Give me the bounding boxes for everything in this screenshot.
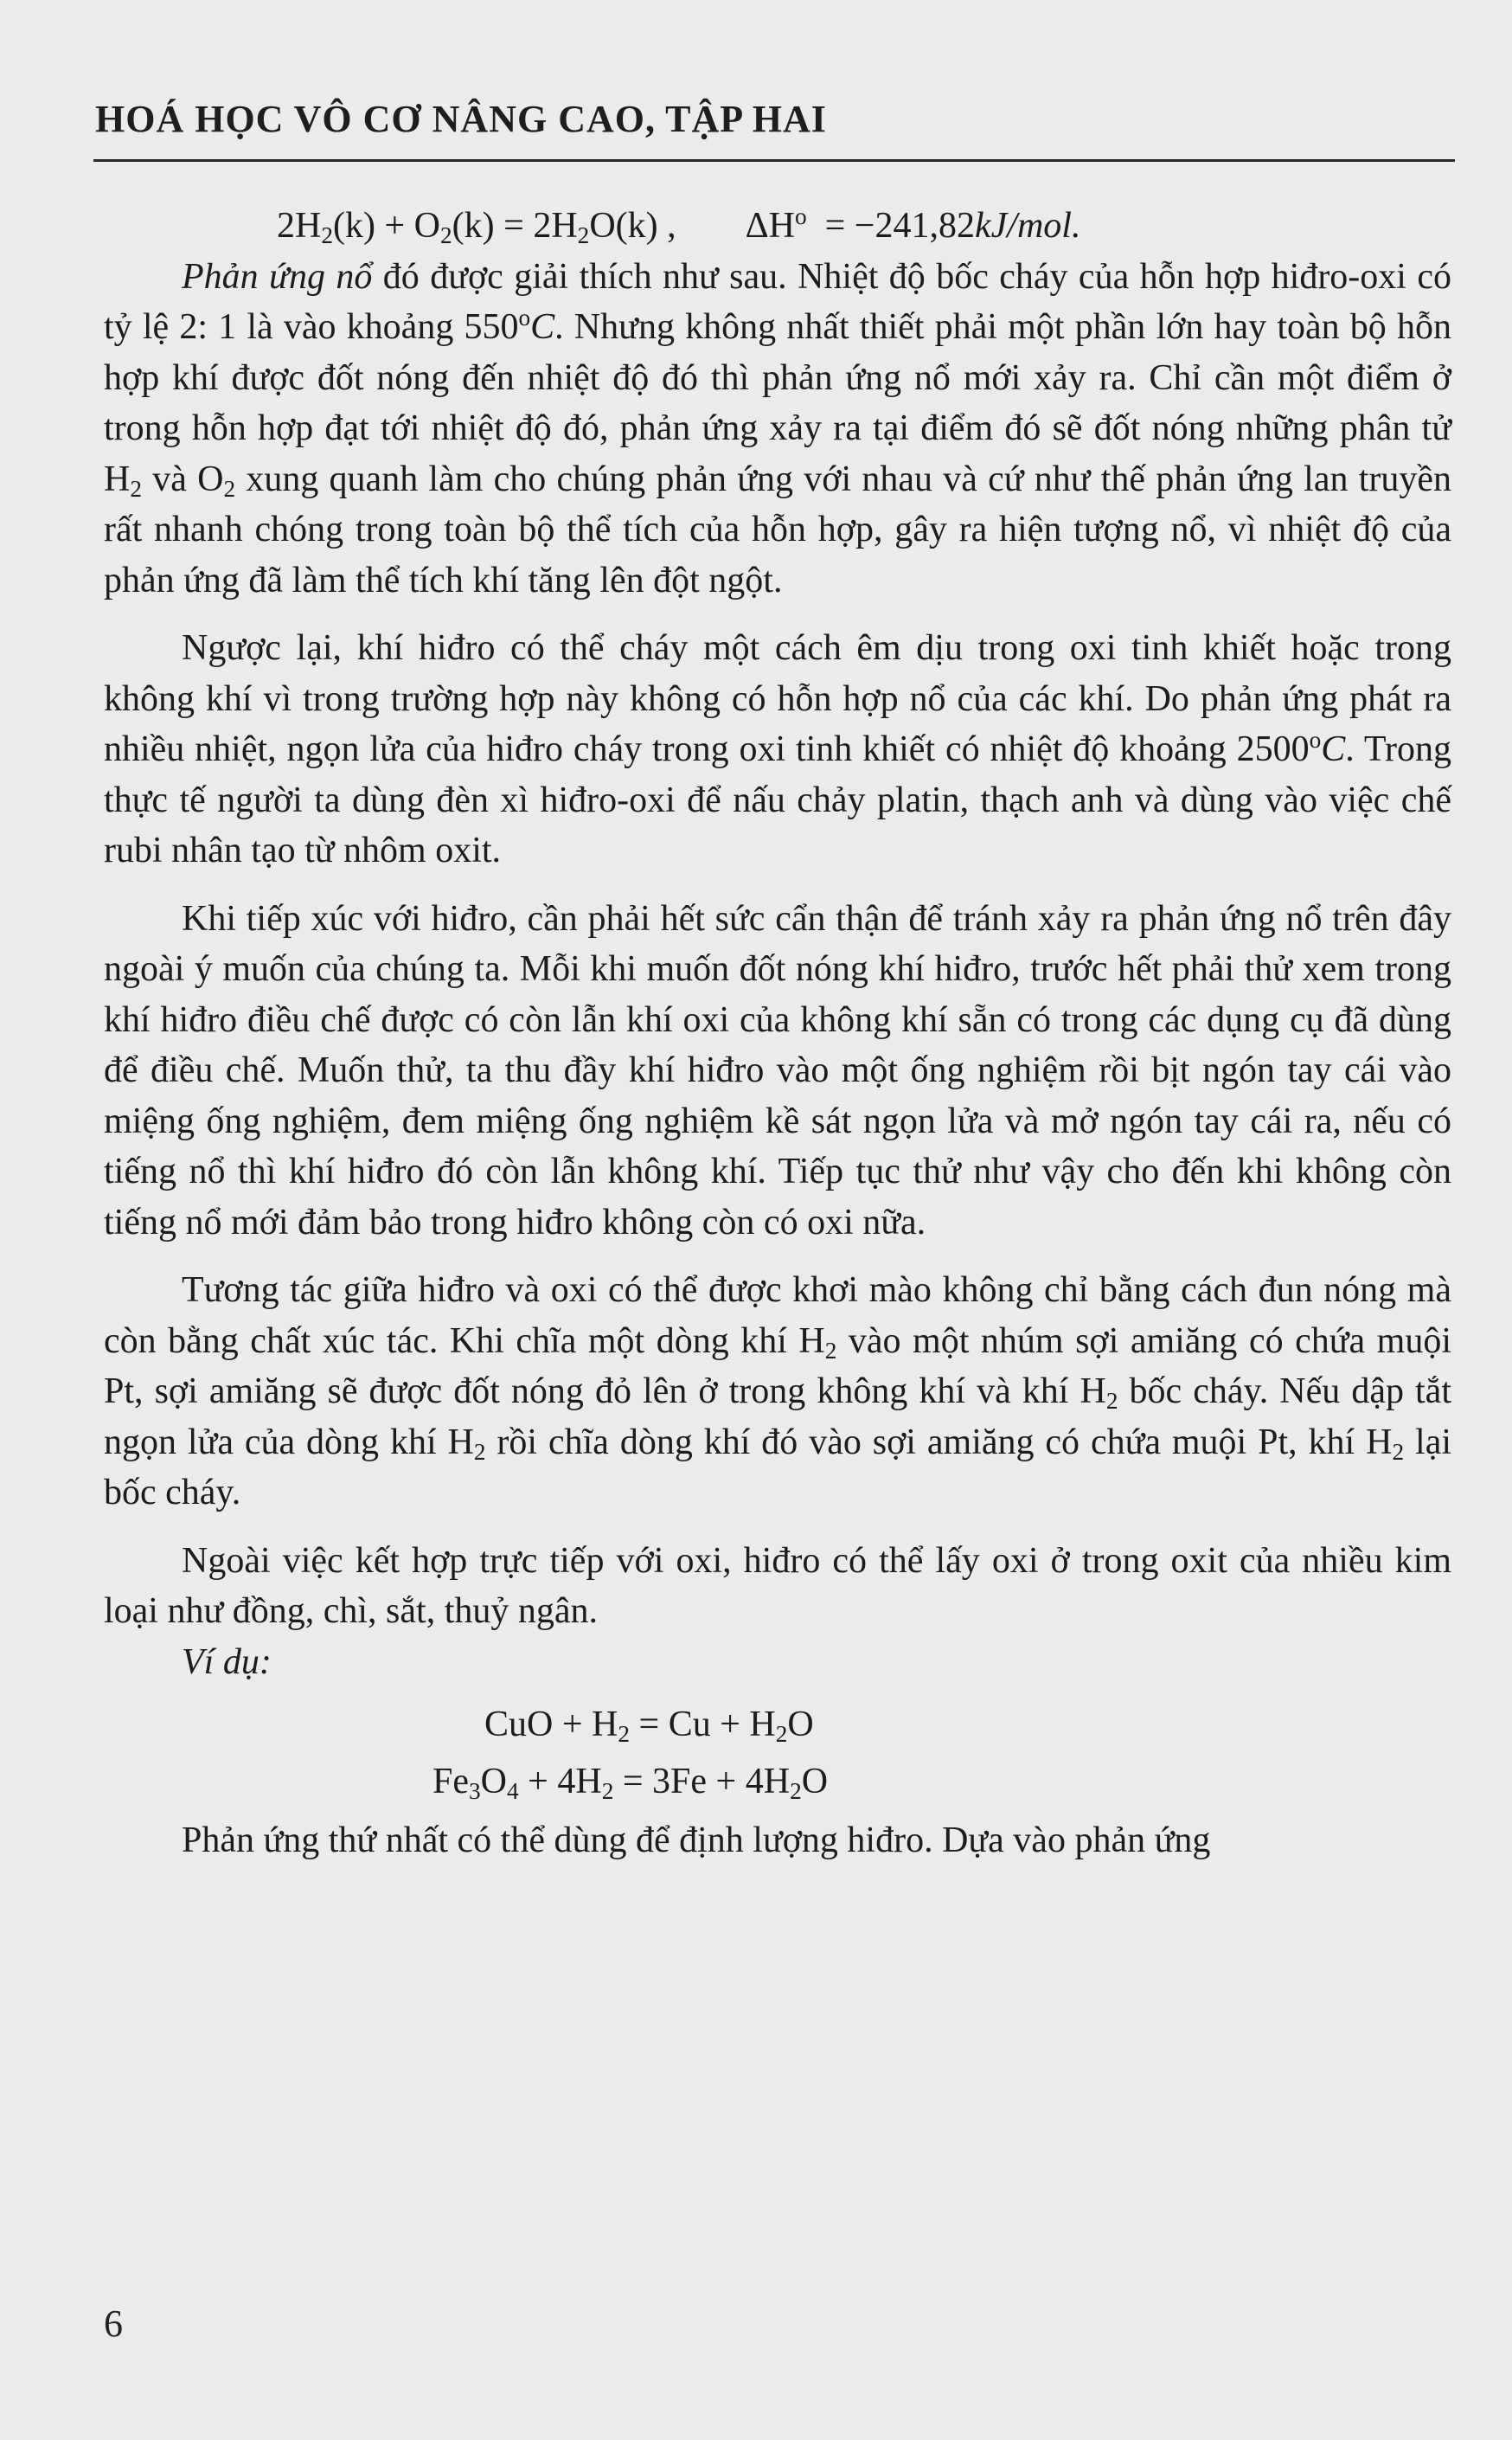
paragraph-text: Tương tác giữa hiđro và oxi có thể được khơi mào không chỉ bằng cách đun nóng mà còn bằng chất xúc tác. Khi chĩa một dòng khí H: [104, 1270, 1451, 1361]
paragraph-text: Ngược lại, khí hiđro có thể cháy một cách êm dịu trong oxi tinh khiết hoặc trong không khí vì trong trường hợp này không có hỗn hợp nổ của các khí. Do phản ứng phát ra nhiều nhiệt, ngọn lửa của hiđro cháy trong oxi tinh khiết có nhiệt độ khoảng 2500: [104, 628, 1451, 769]
paragraph-calm-burning: [104, 623, 1451, 876]
rxn-text: O: [801, 1762, 829, 1801]
running-header: HOÁ HỌC VÔ CƠ NÂNG CAO, TẬP HAI: [95, 98, 827, 140]
subscript: 2: [1105, 1387, 1118, 1414]
subscript: 2: [824, 1337, 837, 1364]
eq-text: 2H: [277, 206, 322, 246]
eq-subscript: 2: [440, 222, 452, 248]
subscript: 2: [1392, 1438, 1405, 1465]
subscript: 4: [507, 1777, 519, 1804]
enthalpy-unit: kJ/mol.: [975, 206, 1081, 246]
paragraph-quantification: Phản ứng thứ nhất có thể dùng để định lượng hiđro. Dựa vào phản ứng: [182, 1820, 1211, 1860]
degree-sup: o: [518, 305, 531, 331]
unit-italic: C: [530, 307, 555, 347]
eq-subscript: 2: [577, 222, 590, 248]
example-label: Ví dụ:: [182, 1641, 272, 1682]
paragraph-text: . Trong thực tế người ta dùng đèn xì hiđro-oxi để nấu chảy platin, thạch anh và dùng vào việc chế rubi nhân tạo từ nhôm oxit.: [104, 729, 1451, 870]
subscript: 2: [130, 475, 142, 502]
paragraph-explosion: [104, 252, 1451, 607]
rxn-text: O: [787, 1705, 814, 1744]
subscript: 2: [618, 1720, 631, 1747]
eq-subscript: 2: [321, 222, 333, 248]
eq-text: O(k) ,: [589, 206, 676, 246]
paragraph-safety-test: Khi tiếp xúc với hiđro, cần phải hết sức cẩn thận để tránh xảy ra phản ứng nổ trên đây ngoài ý muốn của chúng ta. Mỗi khi muốn đốt nóng khí hiđro, trước hết phải thử xem trong khí hiđro điều chế được có còn lẫn khí oxi của không khí sẵn có trong các dụng cụ đã dùng để điều chế. Muốn thử, ta thu đầy khí hiđro vào một ống nghiệm rồi bịt ngón tay cái vào miệng ống nghiệm, đem miệng ống nghiệm kề sát ngọn lửa và mở ngón tay cái ra, nếu có tiếng nổ thì khí hiđro đó còn lẫn không khí. Tiếp tục thử như vậy cho đến khi không còn tiếng nổ mới đảm bảo trong hiđro không còn có oxi nữa.: [104, 898, 1451, 1242]
rxn-text: Fe: [432, 1762, 469, 1801]
paragraph-text: đó được giải thích như sau. Nhiệt độ bốc cháy của hỗn hợp hiđro-oxi có tỷ lệ 2: 1 là vào khoảng 550: [104, 256, 1452, 347]
enthalpy-label: ΔH: [745, 206, 795, 246]
rxn-text: + 4H: [518, 1762, 602, 1801]
enthalpy-value: = −241,82: [824, 206, 975, 246]
page-body: [104, 201, 1451, 1866]
subscript: 2: [775, 1720, 788, 1747]
paragraph-text: rồi chĩa dòng khí đó vào sợi amiăng có chứa muội Pt, khí H: [485, 1422, 1393, 1462]
paragraph-text: bốc cháy. Nếu dập tắt ngọn lửa của dòng khí H: [104, 1371, 1451, 1462]
paragraph-text: lại bốc cháy.: [104, 1422, 1452, 1512]
paragraph-text: và O: [142, 459, 224, 499]
page-number: 6: [104, 2302, 123, 2345]
subscript: 2: [790, 1777, 802, 1804]
term-italic: Phản ứng nổ: [182, 256, 373, 297]
paragraph-metal-oxides: Ngoài việc kết hợp trực tiếp với oxi, hiđro có thể lấy oxi ở trong oxit của nhiều kim loại như đồng, chì, sắt, thuỷ ngân.: [104, 1540, 1451, 1631]
subscript: 3: [469, 1777, 481, 1804]
subscript: 2: [223, 475, 236, 502]
reaction-cuo: [104, 1696, 1451, 1753]
degree-sup: o: [1309, 727, 1322, 753]
header-rule: [93, 159, 1455, 162]
rxn-text: O: [480, 1762, 507, 1801]
eq-superscript: o: [794, 203, 807, 229]
eq-text: (k) = 2H: [452, 206, 578, 246]
unit-italic: C: [1321, 729, 1346, 769]
reaction-fe3o4: [104, 1753, 1451, 1810]
eq-text: (k) + O: [333, 206, 440, 246]
rxn-text: CuO + H: [484, 1705, 618, 1744]
paragraph-catalyst: [104, 1265, 1451, 1519]
subscript: 2: [601, 1777, 614, 1804]
subscript: 2: [473, 1438, 486, 1465]
rxn-text: = 3Fe + 4H: [613, 1762, 791, 1801]
paragraph-text: . Nhưng không nhất thiết phải một phần lớn hay toàn bộ hỗn hợp khí được đốt nóng đến nhiệt độ đó thì phản ứng nổ mới xảy ra. Chỉ cần một điểm ở trong hỗn hợp đạt tới nhiệt độ đó, phản ứng xảy ra tại điểm đó sẽ đốt nóng những phân tử H: [104, 307, 1451, 499]
rxn-text: = Cu + H: [630, 1705, 776, 1744]
paragraph-text: xung quanh làm cho chúng phản ứng với nhau và cứ như thế phản ứng lan truyền rất nhanh chóng trong toàn bộ thể tích của hỗn hợp, gây ra hiện tượng nổ, vì nhiệt độ của phản ứng đã làm thể tích khí tăng lên đột ngột.: [104, 459, 1451, 600]
equation-hydrogen-combustion: [104, 201, 1451, 252]
paragraph-text: vào một nhúm sợi amiăng có chứa muội Pt, sợi amiăng sẽ được đốt nóng đỏ lên ở trong không khí và khí H: [104, 1320, 1451, 1411]
